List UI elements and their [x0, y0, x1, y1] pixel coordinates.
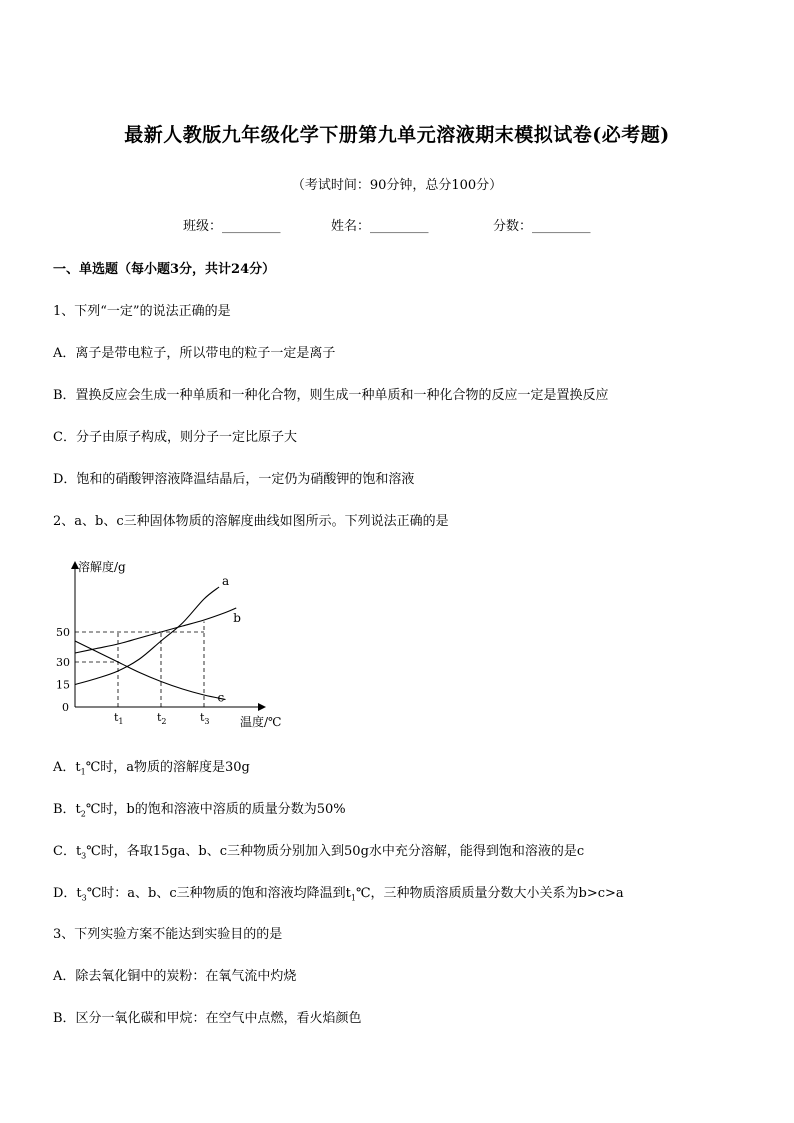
question-3-stem: 3、下列实验方案不能达到实验目的的是 — [53, 927, 283, 942]
question-3-option-a: A．除去氧化铜中的炭粉：在氧气流中灼烧 — [53, 969, 297, 984]
section-heading: 一、单选题（每小题3分，共计24分） — [53, 262, 276, 277]
name-field: 姓名：_________ — [331, 219, 429, 234]
question-1-option-d: D．饱和的硝酸钾溶液降温结晶后，一定仍为硝酸钾的饱和溶液 — [53, 472, 415, 487]
class-field: 班级：_________ — [183, 219, 281, 234]
origin-label: 0 — [62, 701, 69, 714]
y-axis-label: 溶解度/g — [78, 560, 126, 574]
x-tick-label-t3: $t_3$ — [200, 711, 210, 726]
question-2-stem: 2、a、b、c三种固体物质的溶解度曲线如图所示。下列说法正确的是 — [53, 514, 449, 529]
question-1-option-b: B．置换反应会生成一种单质和一种化合物，则生成一种单质和一种化合物的反应一定是置换反应 — [53, 388, 609, 403]
curve-label-a: a — [222, 574, 230, 588]
x-tick-label-t2: $t_2$ — [157, 711, 167, 726]
question-2-option-d: D．$t_3℃$时：a、b、c三种物质的饱和溶液均降温到$t_1℃$，三种物质溶质质量分数大小关系为b>c>a — [53, 886, 624, 903]
student-info-fields — [183, 215, 591, 234]
score-field: 分数：_________ — [493, 219, 591, 234]
y-tick-label-50: 50 — [56, 626, 70, 639]
curve-label-b: b — [233, 611, 241, 625]
x-tick-label-t1: $t_1$ — [114, 711, 124, 726]
exam-info: （考试时间：90分钟，总分100分） — [291, 178, 503, 193]
question-2-option-c: C．$t_3℃$时，各取15ga、b、c三种物质分别加入到50g水中充分溶解，能得到饱和溶液的是c — [53, 844, 585, 861]
question-1-option-c: C．分子由原子构成，则分子一定比原子大 — [53, 430, 297, 445]
y-tick-label-15: 15 — [56, 678, 70, 692]
curve-label-c: c — [217, 690, 225, 705]
page-title: 最新人教版九年级化学下册第九单元溶液期末模拟试卷(必考题) — [124, 124, 670, 146]
question-2-option-a: A．$t_1℃$时，a物质的溶解度是30g — [53, 760, 250, 777]
question-2-option-b: B．$t_2℃$时，b的饱和溶液中溶质的质量分数为50% — [53, 802, 346, 819]
question-1-stem: 1、下列“一定”的说法正确的是 — [53, 304, 231, 319]
y-tick-label-30: 30 — [56, 656, 70, 669]
question-3-option-b: B．区分一氧化碳和甲烷：在空气中点燃，看火焰颜色 — [53, 1011, 362, 1026]
solubility-chart — [50, 550, 310, 730]
question-1-option-a: A．离子是带电粒子，所以带电的粒子一定是离子 — [53, 346, 336, 361]
x-axis-label: 温度/℃ — [240, 715, 282, 729]
